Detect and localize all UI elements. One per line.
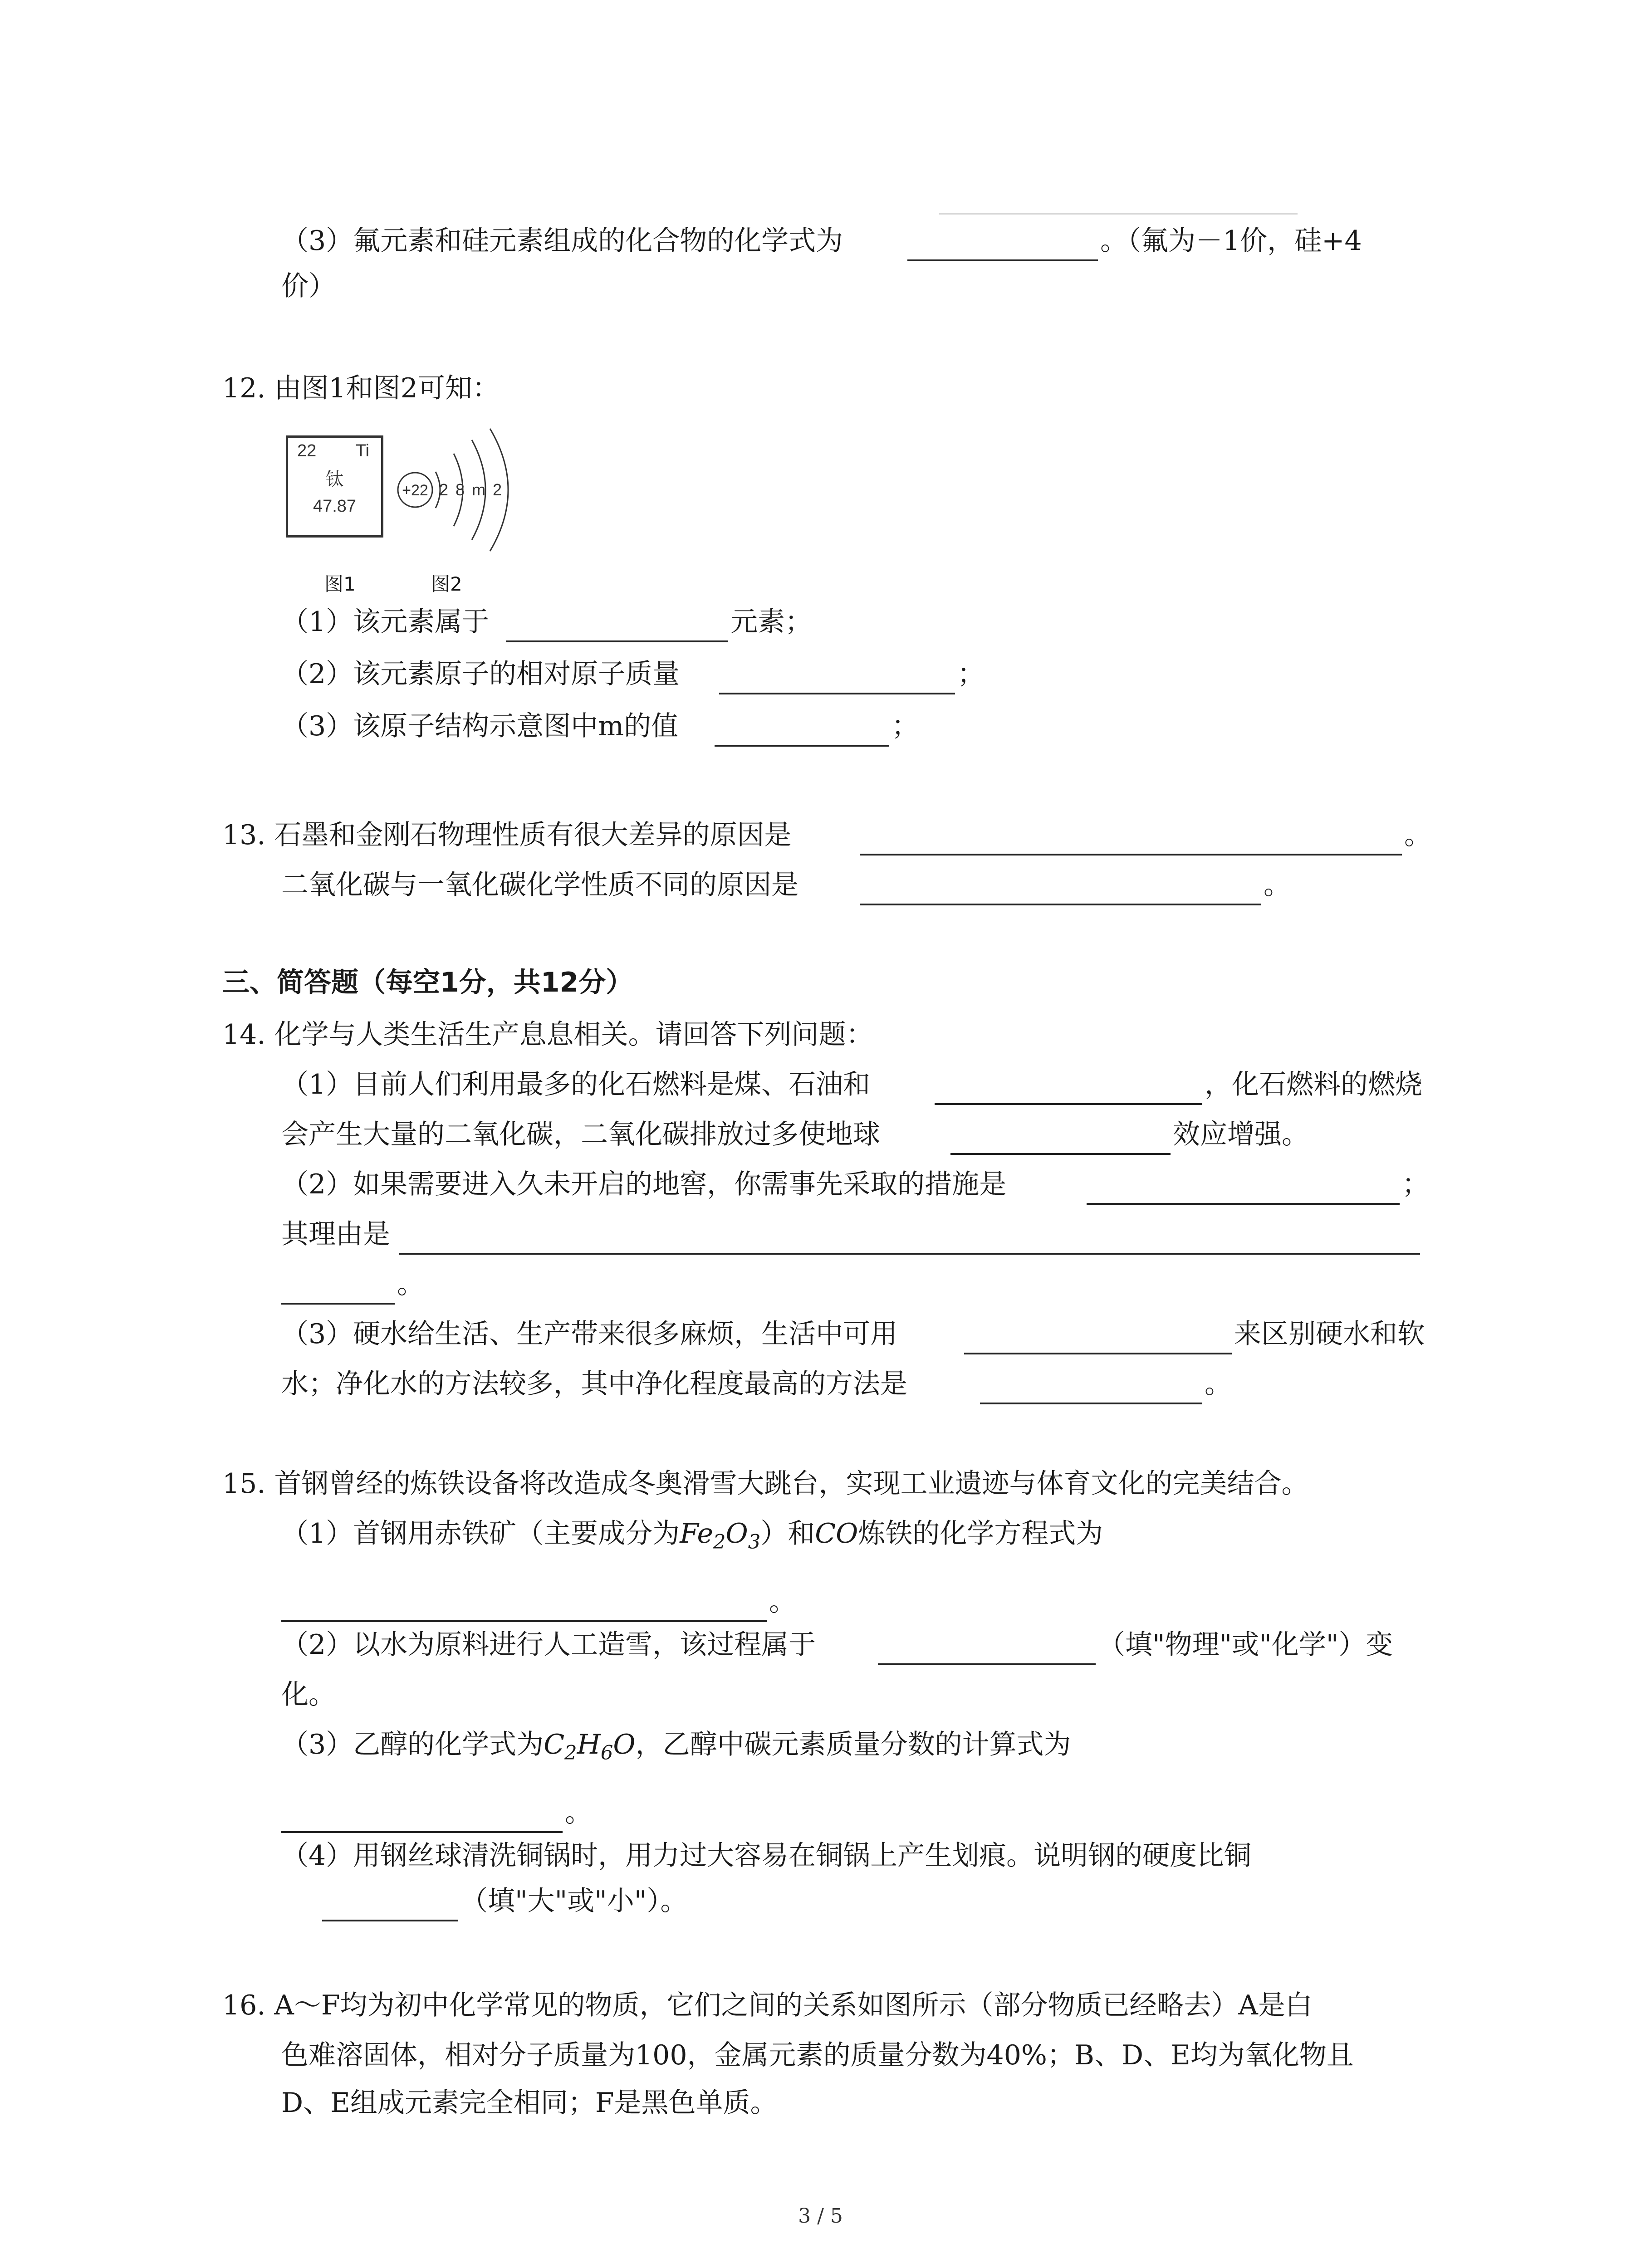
q12-sub2-end: ； [957,658,985,690]
q11-3-line1-end: 。（氟为－1价，硅+4 [1100,225,1362,257]
q12-sub3-end: ； [892,710,919,742]
fig1-element-name: 钛 [325,469,344,489]
fig1-caption: 图1 [324,573,356,595]
fig1-symbol: Ti [355,441,369,460]
q14-p3-c: 水；净化水的方法较多，其中净化程度最高的方法是 [281,1368,907,1400]
q15-blank3 [281,1831,563,1833]
q14-p2-d: 。 [397,1268,424,1300]
q11-3-line1: （3）氟元素和硅元素组成的化合物的化学式为 [281,225,843,257]
fig2-atomic-structure [390,422,526,553]
page-number: 3 / 5 [798,2204,843,2228]
q15-blank4 [322,1920,458,1921]
q15-formula-co: CO [815,1518,858,1549]
q14-p3-d: 。 [1205,1368,1232,1400]
q11-3-blank [907,259,1098,261]
fig1-atomic-mass: 47.87 [313,497,357,516]
q13-line1-end: 。 [1404,819,1431,851]
q14-blank3 [1087,1203,1400,1205]
q13-line1: 13. 石墨和金刚石物理性质有很大差异的原因是 [222,819,792,851]
fig2-caption: 图2 [431,573,462,595]
q15-p1-a: （1）首钢用赤铁矿（主要成分为 [281,1518,680,1549]
q14-blank1 [935,1103,1202,1105]
q12-sub2: （2）该元素原子的相对原子质量 [281,658,680,690]
q12-blank3 [715,745,889,747]
q13-line2: 二氧化碳与一氧化碳化学性质不同的原因是 [281,869,798,901]
q12-blank2 [719,693,955,694]
q15-p1-b: ）和 [760,1518,815,1549]
q15-stem: 15. 首钢曾经的炼铁设备将改造成冬奥滑雪大跳台，实现工业遗迹与体育文化的完美结合。 [222,1468,1309,1500]
fig1-atomic-number: 22 [297,441,317,460]
q16-line2: 色难溶固体，相对分子质量为100，金属元素的质量分数为40%；B、D、E均为氧化物且 [281,2039,1354,2071]
q13-line2-end: 。 [1264,869,1291,901]
q14-stem: 14. 化学与人类生活生产息息相关。请回答下列问题： [222,1019,873,1051]
q14-p1-a: （1）目前人们利用最多的化石燃料是煤、石油和 [281,1069,871,1100]
section-3-heading: 三、简答题（每空1分，共12分） [222,967,633,998]
fig2-shell-electrons: 2 8 m 2 [439,480,504,499]
q14-p2-b: ； [1402,1168,1429,1200]
q15-p4-b: （填"大"或"小"）。 [460,1885,688,1917]
q14-blank5 [964,1353,1232,1354]
q14-p3-b: 来区别硬水和软 [1234,1318,1425,1350]
top-rule [939,213,1298,215]
q12-blank1 [506,640,728,642]
q14-blank6 [980,1403,1202,1404]
q14-p1-d: 效应增强。 [1173,1119,1309,1150]
fig1-element-cell [286,435,383,538]
q15-p4-a: （4）用钢丝球清洗铜锅时，用力过大容易在铜锅上产生划痕。说明钢的硬度比铜 [281,1840,1252,1872]
q14-p3-a: （3）硬水给生活、生产带来很多麻烦，生活中可用 [281,1318,898,1350]
q15-blank1 [281,1620,767,1622]
q14-p1-c: 会产生大量的二氧化碳，二氧化碳排放过多使地球 [281,1119,880,1150]
q13-blank2 [860,904,1261,905]
q14-p1-b: ，化石燃料的燃烧 [1205,1069,1422,1100]
q14-blank2 [950,1153,1171,1155]
q15-p3-a: （3）乙醇的化学式为 [281,1729,544,1760]
q15-formula-ethanol: $C_2H_6O$ [544,1729,636,1765]
q12-stem: 12. 由图1和图2可知： [222,372,500,404]
q15-p3 [281,1728,1071,1769]
q12-sub3: （3）该原子结构示意图中m的值 [281,710,679,742]
q13-blank1 [860,854,1402,855]
q11-3-line2: 价） [281,270,336,302]
q12-sub1-end: 元素； [730,606,812,638]
q16-line3: D、E组成元素完全相同；F是黑色单质。 [281,2087,778,2119]
q15-p2-c: 化。 [281,1679,336,1711]
q16-line1: 16. A～F均为初中化学常见的物质，它们之间的关系如图所示（部分物质已经略去）A是白 [222,1989,1313,2021]
q15-p3-end: 。 [565,1797,592,1828]
fig2-nucleus-charge: +22 [402,482,428,499]
q14-p2-a: （2）如果需要进入久未开启的地窖，你需事先采取的措施是 [281,1168,1007,1200]
q15-formula-fe2o3: $Fe_2O_3$ [680,1518,761,1554]
q15-p3-b: ，乙醇中碳元素质量分数的计算式为 [635,1729,1071,1760]
q12-sub1: （1）该元素属于 [281,606,490,638]
q14-blank4 [399,1253,1420,1255]
q15-blank2 [878,1663,1096,1665]
q15-p1-end: 。 [769,1586,796,1618]
q15-p1-c: 炼铁的化学方程式为 [858,1518,1103,1549]
q15-p1 [281,1517,1103,1559]
q15-p2-a: （2）以水为原料进行人工造雪，该过程属于 [281,1629,816,1661]
q15-p2-b: （填"物理"或"化学"）变 [1098,1629,1393,1661]
q14-p2-c: 其理由是 [281,1218,390,1250]
q14-blank4-cont [281,1303,395,1305]
